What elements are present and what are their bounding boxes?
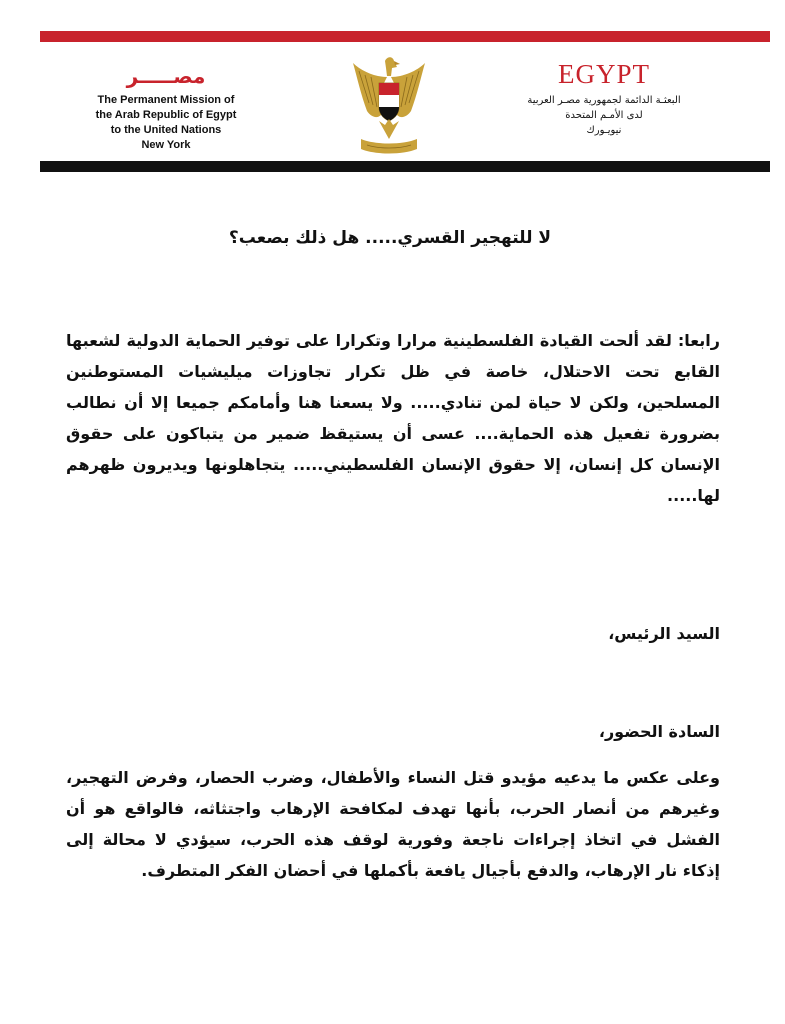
salutation-president: السيد الرئيس، [608, 624, 720, 643]
salutation-attendees: السادة الحضور، [598, 722, 720, 741]
mission-line-1: The Permanent Mission of [97, 94, 235, 106]
mission-line-3: to the United Nations [110, 124, 222, 136]
mission-ar-line-3: نيويـورك [586, 125, 622, 136]
mission-header-arabic [498, 58, 710, 138]
mission-name-english [60, 93, 272, 153]
mission-header-english [60, 64, 272, 153]
mission-name-arabic [498, 93, 710, 138]
header-red-stripe [40, 31, 770, 42]
mission-ar-line-1: البعثـة الدائمة لجمهورية مصـر العربية [527, 95, 681, 106]
document-title: لا للتهجير القسري..... هل ذلك بصعب؟ [228, 228, 552, 248]
egypt-english-wordmark: EGYPT [558, 59, 650, 89]
mission-line-2: the Arab Republic of Egypt [95, 109, 237, 121]
mission-line-4: New York [141, 139, 191, 151]
body-paragraph-1: رابعا: لقد ألحت القيادة الفلسطينية مرارا وتكرارا على توفير الحماية الدولية لشعبها القابع تحت الاحتلال، خاصة في ظل تكرار تجاوزات ميليشيات المستوطنين المسلحين، ولكن لا حياة لمن تنادي..... ولا يسعنا هنا وأمامكم جميعا إلا أن نطالب بضرورة تفعيل هذه الحماية.... عسى أن يستيقظ ضمير من يتباكون على حقوق الإنسان كل إنسان، إلا حقوق الإنسان الفلسطيني..... يتجاهلونها ويديرون ظهرهم لها..... [66, 331, 720, 505]
eagle-of-saladin-emblem-icon [347, 55, 431, 159]
egypt-arabic-wordmark: مصـــــر [126, 64, 206, 88]
mission-ar-line-2: لدى الأمـم المتحدة [565, 110, 643, 121]
body-paragraph-2: وعلى عكس ما يدعيه مؤيدو قتل النساء والأطفال، وضرب الحصار، وفرض التهجير، وغيرهم من أنصار الحرب، بأنها تهدف لمكافحة الإرهاب واجتثاثه، فالواقع هو أن الفشل في اتخاذ إجراءات ناجعة وفورية لوقف هذه الحرب، سيؤدي لا محالة إلى إذكاء نار الإرهاب، والدفع بأجيال يافعة بأكملها في أحضان الفكر المتطرف. [66, 768, 720, 880]
header-black-stripe [40, 161, 770, 172]
